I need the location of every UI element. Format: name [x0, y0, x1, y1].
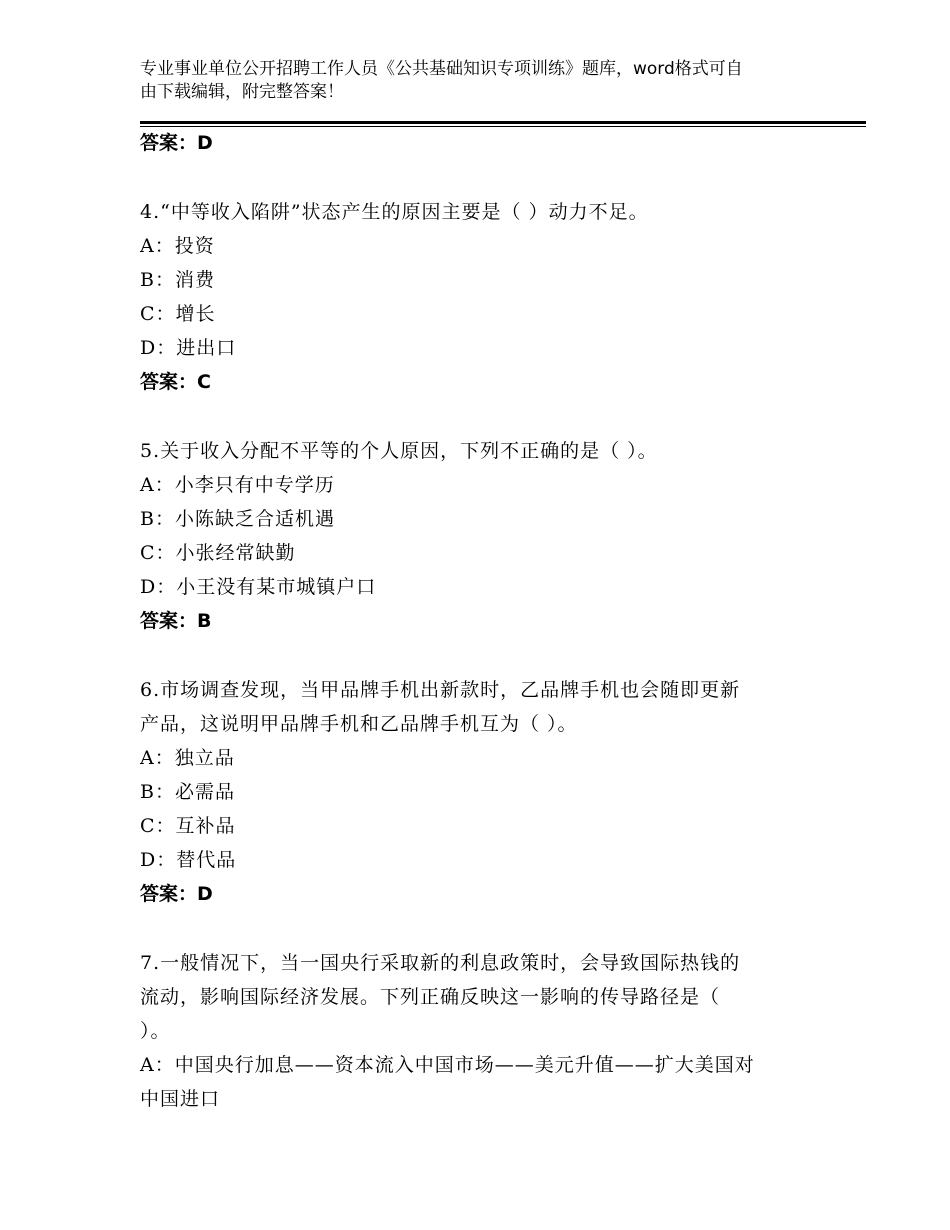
header-rule-thin — [140, 126, 866, 127]
question-5-stem: 5.关于收入分配不平等的个人原因，下列不正确的是（ ）。 — [140, 440, 658, 462]
question-4-option-a: A：投资 — [140, 235, 215, 257]
question-5-option-d: D：小王没有某市城镇户口 — [140, 576, 377, 598]
header-line-1: 专业事业单位公开招聘工作人员《公共基础知识专项训练》题库，word格式可自 — [140, 59, 743, 79]
question-6-option-b: B：必需品 — [140, 781, 235, 803]
question-4-stem: 4.“中等收入陷阱”状态产生的原因主要是（ ）动力不足。 — [140, 201, 649, 223]
question-5-option-a: A：小李只有中专学历 — [140, 474, 335, 496]
question-6-stem-line-2: 产品，这说明甲品牌手机和乙品牌手机互为（ ）。 — [140, 713, 578, 735]
question-7-stem-line-2: 流动，影响国际经济发展。下列正确反映这一影响的传导路径是（ — [140, 986, 721, 1008]
question-7-stem-line-1: 7.一般情况下，当一国央行采取新的利息政策时，会导致国际热钱的 — [140, 952, 741, 974]
question-6-option-d: D：替代品 — [140, 849, 237, 871]
question-6-stem-line-1: 6.市场调查发现，当甲品牌手机出新款时，乙品牌手机也会随即更新 — [140, 679, 741, 701]
answer-q4: 答案：C — [140, 371, 211, 393]
question-5-option-b: B：小陈缺乏合适机遇 — [140, 508, 335, 530]
document-header — [140, 58, 820, 104]
question-6-option-c: C：互补品 — [140, 815, 236, 837]
question-6-option-a: A：独立品 — [140, 747, 235, 769]
answer-q5: 答案：B — [140, 610, 212, 632]
header-line-2: 由下载编辑，附完整答案！ — [140, 82, 344, 102]
question-5-option-c: C：小张经常缺勤 — [140, 542, 296, 564]
question-7-stem-line-3: ）。 — [140, 1020, 171, 1042]
question-4-option-d: D：进出口 — [140, 337, 237, 359]
question-7-option-a-line-1: A：中国央行加息——资本流入中国市场——美元升值——扩大美国对 — [140, 1054, 755, 1076]
header-rule-thick — [140, 121, 866, 124]
answer-q3: 答案：D — [140, 132, 213, 154]
answer-q6: 答案：D — [140, 883, 213, 905]
question-4-option-b: B：消费 — [140, 269, 215, 291]
question-7-option-a-line-2: 中国进口 — [140, 1088, 221, 1110]
question-4-option-c: C：增长 — [140, 303, 216, 325]
